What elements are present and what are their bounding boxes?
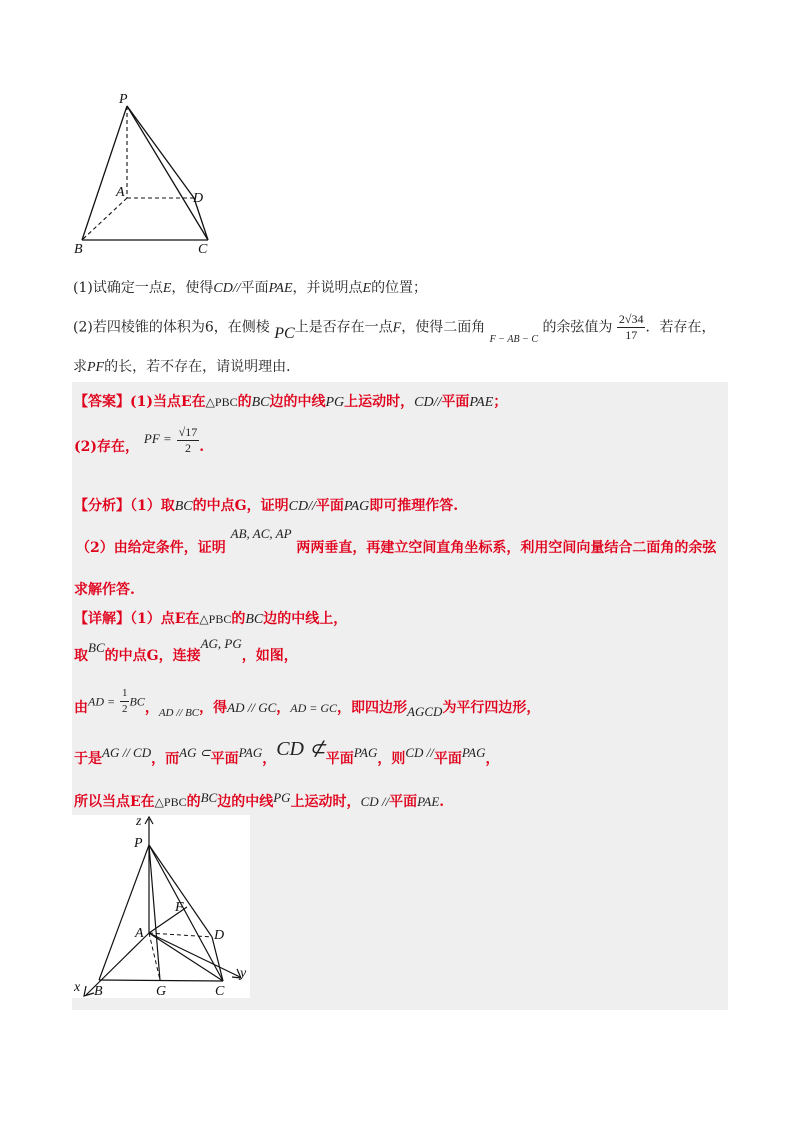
label-D: D xyxy=(214,928,225,943)
question-part1: (1)试确定一点E，使得CD//平面PAE，并说明点E的位置； xyxy=(73,280,428,296)
label-B: B xyxy=(74,242,83,257)
analysis-line3: 求解作答. xyxy=(74,582,135,598)
label-C: C xyxy=(215,984,225,999)
detail-line2: 取BC的中点G，连接AG, PG，如图， xyxy=(74,636,298,664)
half-fraction: $\frac{1}{2}$ xyxy=(121,687,128,715)
label-F: F xyxy=(175,900,184,915)
label-D: D xyxy=(193,191,204,206)
label-G: G xyxy=(156,984,167,999)
label-A: A xyxy=(116,185,125,200)
question-part2-line1: (2)若四棱锥的体积为6，在侧棱 PC上是否存在一点F，使得二面角 $_{F - AB - C}$ 的余弦值为 $\frac{2√34}{17}$ ．若存在， xyxy=(73,312,716,345)
cosine-fraction: $\frac{2√34}{17}$ xyxy=(618,312,644,342)
pyramid-figure xyxy=(60,90,240,260)
coordinate-pyramid-figure xyxy=(72,815,250,998)
edge-pd xyxy=(127,106,194,198)
detail-line5: 所以当点E在△PBC的BC边的中线PG上运动时，CD //平面PAE. xyxy=(74,790,445,810)
pf-fraction: $\frac{√17}{2}$ xyxy=(178,425,198,455)
label-z: z xyxy=(136,814,142,829)
label-P: P xyxy=(119,92,128,107)
detail-line4: 于是AG // CD，而AG ⊂平面PAG，CD ⊄平面PAG，则CD //平面PAG， xyxy=(74,738,500,767)
analysis-line1: 【分析】（1）取BC的中点G，证明CD//平面PAG即可推理作答. xyxy=(74,498,459,514)
detail-line1: 【详解】（1）点E在△PBC的BC边的中线上， xyxy=(74,611,348,627)
answer-line1: 【答案】(1)当点E在△PBC的BC边的中线PG上运动时，CD//平面PAE； xyxy=(74,394,508,410)
edge-pb xyxy=(82,106,127,240)
label-x: x xyxy=(74,980,81,995)
answer-line2: (2)存在， PF = $\frac{√17}{2}$ . xyxy=(74,425,205,455)
label-y: y xyxy=(240,966,247,981)
label-C: C xyxy=(198,242,208,257)
analysis-line2: （2）由给定条件，证明 AB, AC, AP 两两垂直，再建立空间直角坐标系，利用空间向量结合二面角的余弦 xyxy=(76,526,717,556)
detail-line3: 由AD = $\frac{1}{2}$ BC，$_{AD // BC}$，得AD // GC，AD = GC，即四边形AGCD为平行四边形， xyxy=(74,687,541,719)
question-part2-line2: 求PF的长，若不存在，请说明理由． xyxy=(73,359,301,375)
edge-pc xyxy=(127,106,208,240)
label-A: A xyxy=(135,926,144,941)
label-B: B xyxy=(94,984,103,999)
label-P: P xyxy=(134,836,143,851)
